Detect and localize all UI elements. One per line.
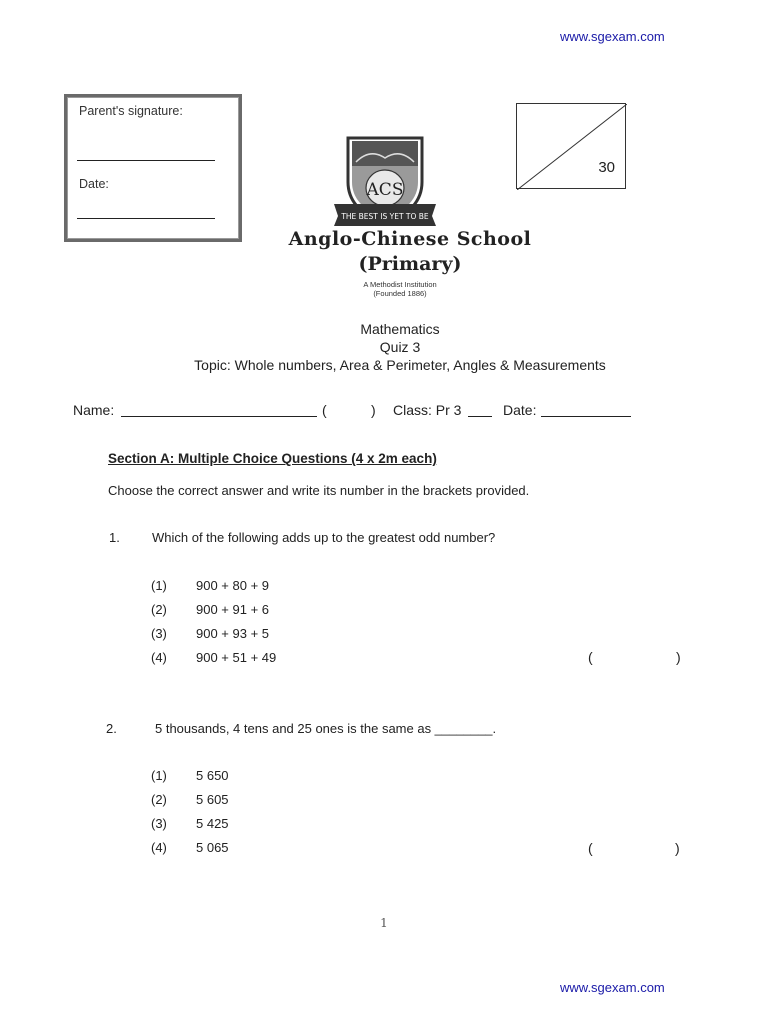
answer-bracket-close: ) (676, 649, 681, 665)
name-field[interactable] (121, 416, 317, 417)
option-label: (3) (151, 626, 167, 641)
option-text: 5 065 (196, 840, 229, 855)
website-url-bottom[interactable]: www.sgexam.com (560, 980, 665, 995)
topic-line: Topic: Whole numbers, Area & Perimeter, Angles & Measurements (194, 357, 606, 373)
register-paren-open: ( (322, 402, 327, 418)
parent-signature-label: Parent's signature: (79, 104, 183, 118)
score-box-diagonal (517, 104, 627, 190)
option-text: 5 605 (196, 792, 229, 807)
school-motto: THE BEST IS YET TO BE (341, 212, 429, 221)
school-sub-name: (Primary) (358, 253, 462, 275)
question-number: 2. (106, 721, 117, 736)
date-label: Date: (503, 402, 537, 418)
parent-signature-box (64, 94, 242, 242)
name-label: Name: (73, 402, 115, 418)
option-text: 900 + 80 + 9 (196, 578, 270, 593)
date-field[interactable] (541, 416, 631, 417)
option-text: 900 + 93 + 5 (196, 626, 270, 641)
answer-field[interactable] (600, 649, 670, 667)
option-label: (2) (151, 792, 167, 807)
score-box (516, 103, 626, 189)
section-a-instruction: Choose the correct answer and write its number in the brackets provided. (108, 483, 530, 498)
answer-field[interactable] (600, 840, 670, 858)
option-label: (1) (151, 578, 167, 593)
class-label: Class: Pr 3 (393, 402, 462, 418)
page-number: 1 (380, 916, 388, 930)
option-label: (4) (151, 650, 167, 665)
section-a-title: Section A: Multiple Choice Questions (4 x 2m each) (108, 451, 437, 466)
school-crest-logo (330, 132, 440, 228)
answer-bracket-open: ( (588, 649, 593, 665)
subject-title: Mathematics (360, 321, 440, 337)
signature-date-label: Date: (79, 177, 109, 191)
option-text: 5 650 (196, 768, 229, 783)
founded-year: (Founded 1886) (373, 289, 427, 298)
option-label: (2) (151, 602, 167, 617)
answer-bracket-close: ) (675, 840, 680, 856)
school-name: Anglo-Chinese School (288, 228, 532, 250)
answer-bracket-open: ( (588, 840, 593, 856)
option-text: 900 + 91 + 6 (196, 602, 270, 617)
signature-line (77, 160, 215, 161)
question-number: 1. (109, 530, 120, 545)
class-field[interactable] (468, 416, 492, 417)
website-url-top[interactable]: www.sgexam.com (560, 29, 665, 44)
signature-date-line (77, 218, 215, 219)
question-text: 5 thousands, 4 tens and 25 ones is the same as ________. (155, 721, 497, 736)
option-text: 5 425 (196, 816, 229, 831)
option-label: (3) (151, 816, 167, 831)
option-text: 900 + 51 + 49 (196, 650, 277, 665)
methodist-institution: A Methodist Institution (363, 280, 437, 289)
total-marks: 30 (598, 159, 615, 176)
quiz-title: Quiz 3 (379, 339, 421, 355)
crest-letters: ACS (366, 180, 404, 200)
option-label: (1) (151, 768, 167, 783)
question-text: Which of the following adds up to the greatest odd number? (152, 530, 496, 545)
register-paren-close: ) (371, 402, 376, 418)
option-label: (4) (151, 840, 167, 855)
